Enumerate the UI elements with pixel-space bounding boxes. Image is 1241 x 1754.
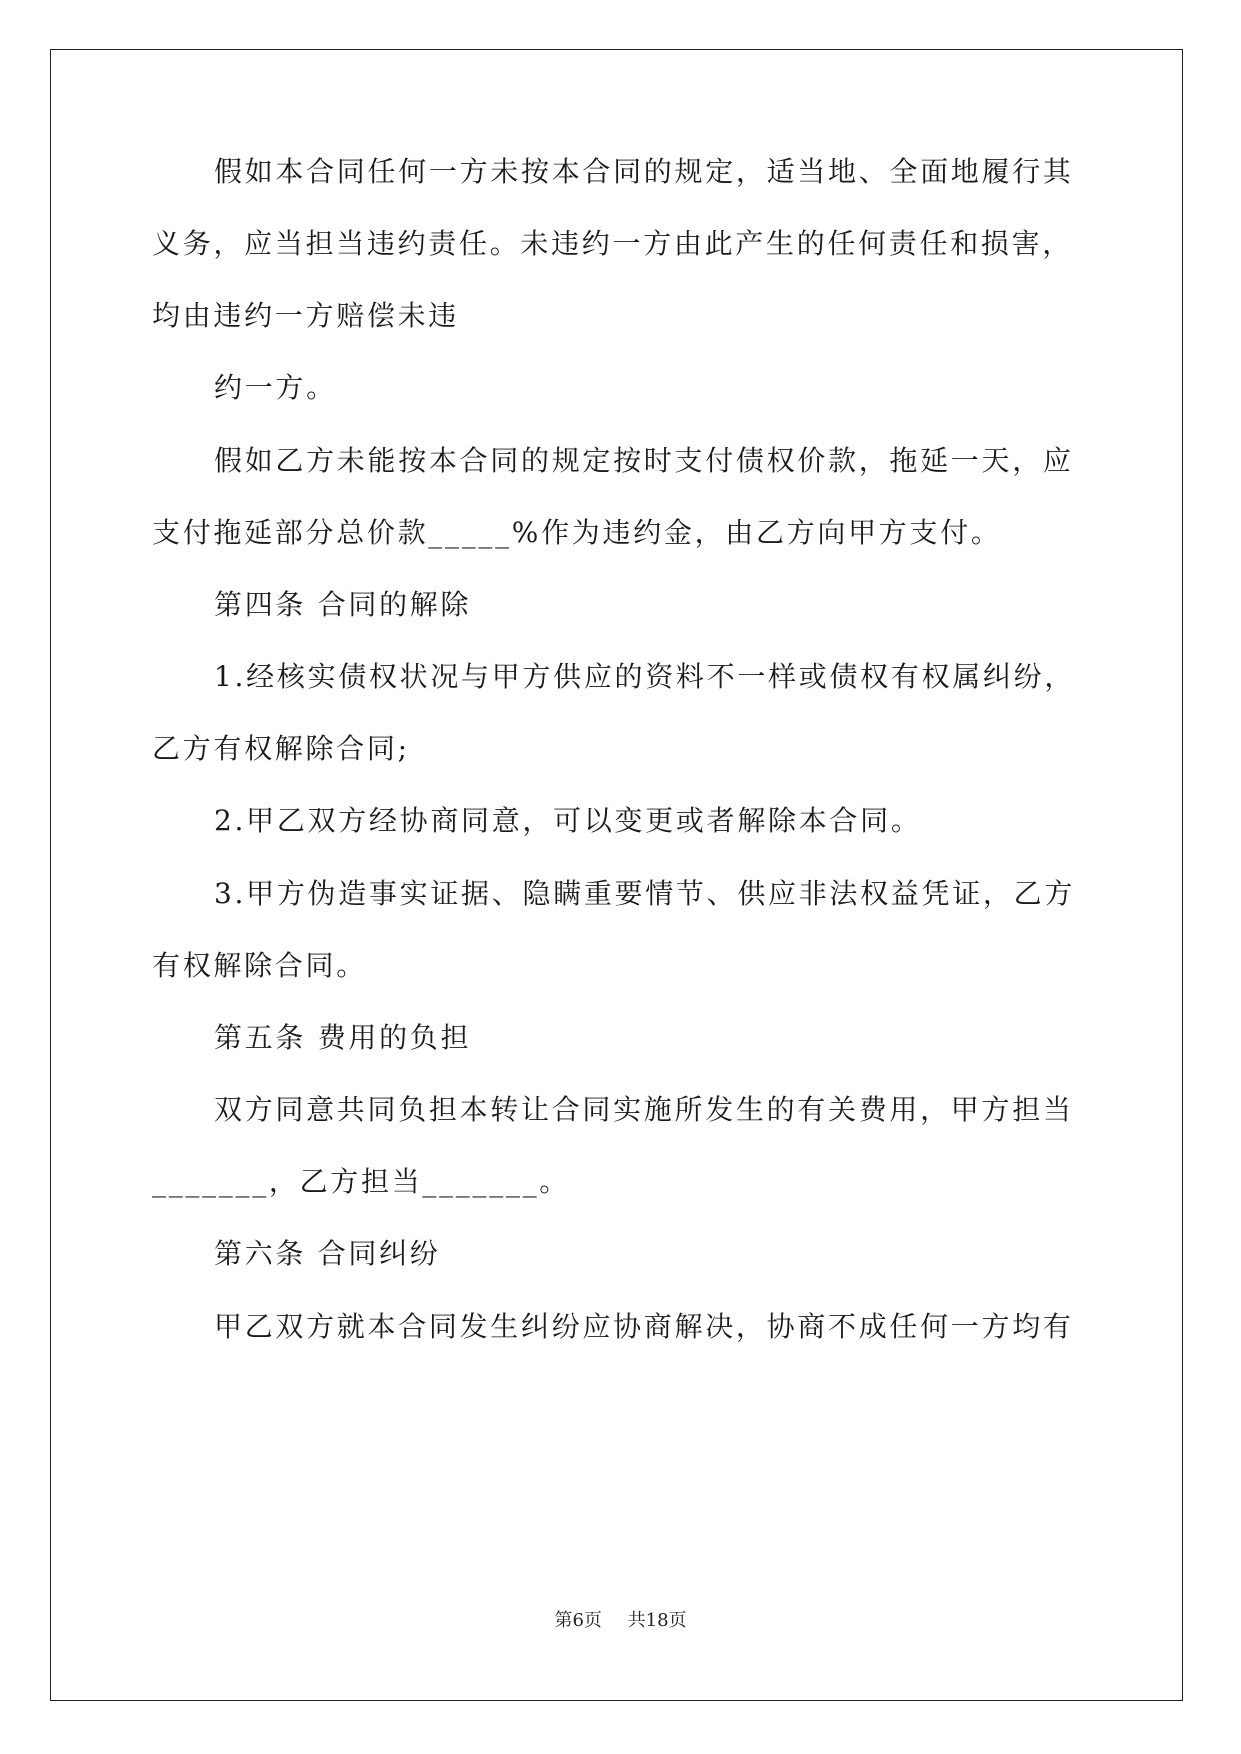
section-heading: 第六条 合同纠纷 xyxy=(214,1237,441,1270)
text-line: 假如乙方未能按本合同的规定按时支付债权价款，拖延一天，应 xyxy=(214,444,1074,477)
text-line: 义务，应当担当违约责任。未违约一方由此产生的任何责任和损害， xyxy=(152,227,1074,260)
text-line: 1.经核实债权状况与甲方供应的资料不一样或债权有权属纠纷， xyxy=(214,660,1076,693)
page-number: 第6页 xyxy=(554,1610,602,1631)
section-heading: 第四条 合同的解除 xyxy=(214,588,472,621)
text-line: 双方同意共同负担本转让合同实施所发生的有关费用，甲方担当 xyxy=(214,1093,1074,1126)
text-line: 2.甲乙双方经协商同意，可以变更或者解除本合同。 xyxy=(214,804,922,837)
section-heading: 第五条 费用的负担 xyxy=(214,1021,472,1054)
text-line: 有权解除合同。 xyxy=(152,949,367,982)
text-line: 约一方。 xyxy=(214,371,337,404)
text-line: 甲乙双方就本合同发生纠纷应协商解决，协商不成任何一方均有 xyxy=(214,1310,1074,1343)
page-border xyxy=(50,49,1183,1701)
page-footer xyxy=(0,1609,1241,1633)
text-line: 支付拖延部分总价款_____%作为违约金，由乙方向甲方支付。 xyxy=(152,516,1002,549)
page-total: 共18页 xyxy=(627,1610,687,1631)
text-line: 乙方有权解除合同; xyxy=(152,732,410,765)
text-line: _______，乙方担当_______。 xyxy=(152,1165,571,1198)
text-line: 假如本合同任何一方未按本合同的规定，适当地、全面地履行其 xyxy=(214,155,1074,188)
text-line: 3.甲方伪造事实证据、隐瞒重要情节、供应非法权益凭证，乙方 xyxy=(214,877,1076,910)
text-line: 均由违约一方赔偿未违 xyxy=(152,299,460,332)
